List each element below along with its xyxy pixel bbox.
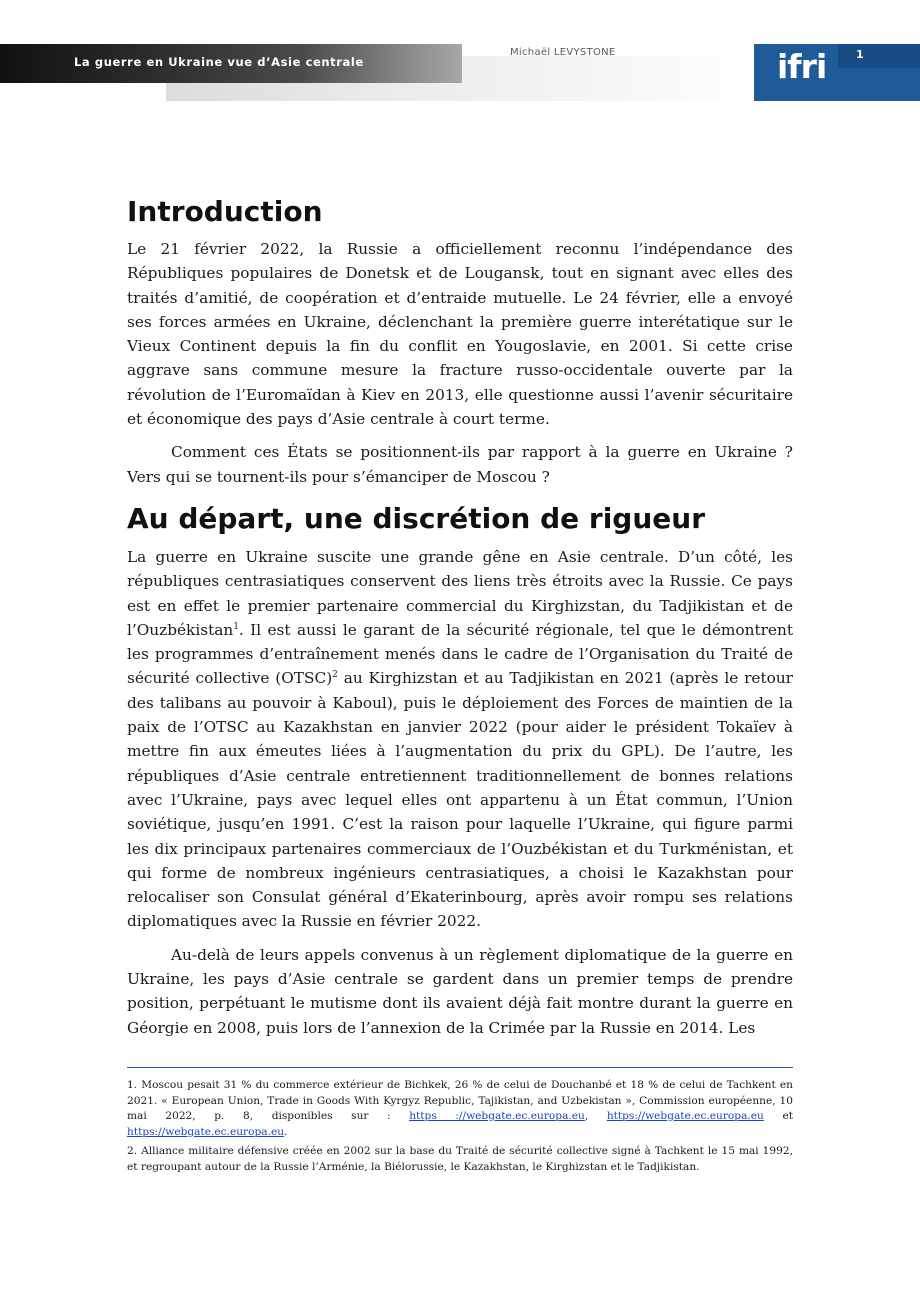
footnote-ref-1[interactable]: 1 xyxy=(233,621,239,632)
footnotes xyxy=(127,1078,793,1179)
page-number: 1 xyxy=(856,48,864,61)
s2p1-text-b: . Il est aussi le garant de la sécurité régionale, tel que le démontrent les programmes d’entraînement menés dans le cadre de l’Organisation du Traité de sécurité collective (OTSC) xyxy=(127,620,793,688)
ifri-logo: ifri xyxy=(777,47,827,86)
intro-paragraph-2: Comment ces États se positionnent-ils par rapport à la guerre en Ukraine ? Vers qui se tournent-ils pour s’émanciper de Moscou ? xyxy=(127,443,793,486)
heading-section-2: Au départ, une discrétion de rigueur xyxy=(127,501,706,535)
s2p1-text-c: au Kirghizstan et au Tadjikistan en 2021 (après le retour des talibans au pouvoir à Kaboul), puis le déploiement des Forces de maintien de la paix de l’OTSC au Kazakhstan en janvier 2022 (pour aider le président Tokaïev à mettre fin aux émeutes liées à l’augmentation du prix du GPL). De l’autre, les républiques d’Asie centrale entretiennent traditionnellement de bonnes relations avec l’Ukraine, pays avec lequel elles ont appartenu à un État commun, l’Union soviétique, jusqu’en 1991. C’est la raison pour laquelle l’Ukraine, qui figure parmi les dix principaux partenaires commerciaux de l’Ouzbékistan et du Turkménistan, et qui forme de nombreux ingénieurs centrasiatiques, a choisi le Kazakhstan pour relocaliser son Consulat général d’Ekaterinbourg, après avoir rompu ses relations diplomatiques avec la Russie en février 2022. xyxy=(127,669,793,931)
main-content xyxy=(127,196,793,1040)
footnote-1-sep-2: et xyxy=(763,1110,793,1122)
footnote-1-sep-1: , xyxy=(584,1110,607,1122)
footnote-1 xyxy=(127,1078,793,1140)
footnote-1-link-2[interactable]: https://webgate.ec.europa.eu xyxy=(606,1110,764,1122)
footnote-2: 2. Alliance militaire défensive créée en 2002 sur la base du Traité de sécurité collective signé à Tachkent le 15 mai 1992, et regroupant autour de la Russie l’Arménie, la Biélorussie, le Kazakhstan, le Kirghizstan et le Tadjikistan. xyxy=(127,1145,793,1173)
footnote-1-text: 1. Moscou pesait 31 % du commerce extérieur de Bichkek, 26 % de celui de Douchanbé et 18 % de celui de Tachkent en 2021. « European Union, Trade in Goods With Kyrgyz Republic, Tajikistan, and Uzbekistan », Commission européenne, 10 mai 2022, p. 8, disponibles sur : xyxy=(127,1079,793,1122)
footnote-1-link-3[interactable]: https://webgate.ec.europa.eu xyxy=(127,1125,285,1138)
author-name: Michaël LEVYSTONE xyxy=(510,47,616,58)
s2p1-text-a: La guerre en Ukraine suscite une grande gêne en Asie centrale. D’un côté, les républiques centrasiatiques conservent des liens très étroits avec la Russie. Ce pays est en effet le premier partenaire commercial du Kirghizstan, du Tadjikistan et de l’Ouzbékistan xyxy=(127,547,793,639)
section2-paragraph-1 xyxy=(127,545,793,934)
footnote-ref-2[interactable]: 2 xyxy=(332,670,338,681)
running-title: La guerre en Ukraine vue d’Asie centrale xyxy=(74,55,364,69)
heading-introduction: Introduction xyxy=(127,195,323,228)
intro-paragraph-1: Le 21 février 2022, la Russie a officiellement reconnu l’indépendance des Républiques populaires de Donetsk et de Lougansk, tout en signant avec elles des traités d’amitié, de coopération et d’entraide mutuelle. Le 24 février, elle a envoyé ses forces armées en Ukraine, déclenchant la première guerre interétatique sur le Vieux Continent depuis la fin du conflit en Yougoslavie, en 2001. Si cette crise aggrave sans commune mesure la fracture russo-occidentale ouverte par la révolution de l’Euromaïdan à Kiev en 2013, elle questionne aussi l’avenir sécuritaire et économique des pays d’Asie centrale à court terme. xyxy=(127,240,793,429)
page-number-box xyxy=(838,44,920,68)
footnote-1-end: . xyxy=(284,1125,288,1138)
footnote-separator xyxy=(127,1067,793,1068)
footnote-1-link-1[interactable]: https ://webgate.ec.europa.eu xyxy=(409,1110,585,1122)
section2-paragraph-2: Au-delà de leurs appels convenus à un règlement diplomatique de la guerre en Ukraine, les pays d’Asie centrale se gardent dans un premier temps de prendre position, perpétuant le mutisme dont ils avaient déjà fait montre durant la guerre en Géorgie en 2008, puis lors de l’annexion de la Crimée par la Russie en 2014. Les xyxy=(127,945,793,1037)
